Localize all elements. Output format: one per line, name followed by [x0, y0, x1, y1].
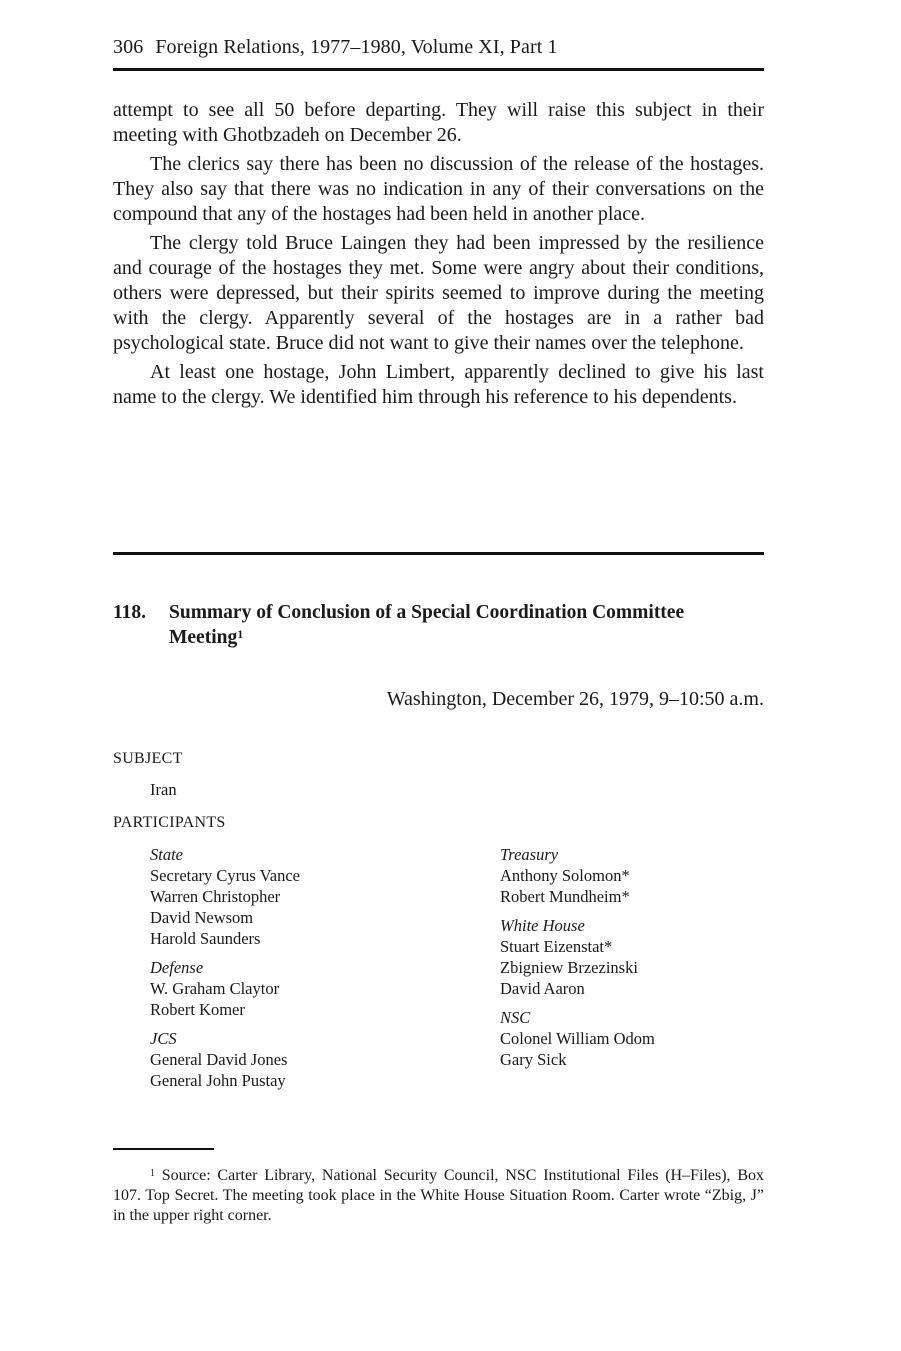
subject-label: SUBJECT — [113, 750, 183, 767]
participant-name: W. Graham Claytor — [150, 979, 280, 998]
participant-name: Gary Sick — [500, 1050, 567, 1069]
body-paragraph: attempt to see all 50 before departing. They will raise this subject in their meeting with Ghotbzadeh on December 26. — [113, 99, 764, 146]
participant-group — [500, 844, 764, 907]
participant-name: Secretary Cyrus Vance — [150, 866, 300, 885]
participant-group — [150, 1028, 470, 1091]
body-paragraph: The clergy told Bruce Laingen they had been impressed by the resilience and courage of the hostages they met. Some were angry about their conditions, others were depressed, but their spirits seemed to improve during the meeting with the clergy. Apparently several of the hostages are in a rather bad psychological state. Bruce did not want to give their names over the telephone. — [113, 232, 764, 354]
running-head — [113, 36, 764, 59]
participants-right-column — [500, 844, 764, 1078]
agency-name: Treasury — [500, 845, 559, 864]
participant-name: David Aaron — [500, 979, 585, 998]
participant-group — [150, 844, 470, 949]
section-divider — [113, 552, 764, 555]
header-rule — [113, 68, 764, 71]
participant-name: General John Pustay — [150, 1071, 286, 1090]
document-number: 118. — [113, 602, 147, 623]
participant-name: Robert Komer — [150, 1000, 245, 1019]
participant-group — [150, 957, 470, 1020]
body-text — [113, 98, 764, 414]
agency-name: JCS — [150, 1029, 177, 1048]
page-number: 306 — [113, 36, 144, 58]
footnote-rule — [113, 1148, 214, 1150]
participant-name: David Newsom — [150, 908, 254, 927]
document-title: Summary of Conclusion of a Special Coordination Committee Meeting — [169, 602, 685, 648]
participant-name: Stuart Eizenstat* — [500, 937, 613, 956]
participant-name: Warren Christopher — [150, 887, 281, 906]
footnote-reference[interactable]: 1 — [237, 627, 244, 641]
participant-name: Robert Mundheim* — [500, 887, 630, 906]
participant-name: Zbigniew Brzezinski — [500, 958, 638, 977]
participant-group — [500, 1007, 764, 1070]
participants-label: PARTICIPANTS — [113, 814, 226, 831]
document-title-block — [169, 600, 729, 650]
participant-name: Colonel William Odom — [500, 1029, 655, 1048]
dateline: Washington, December 26, 1979, 9–10:50 a.m. — [386, 688, 764, 710]
body-paragraph: At least one hostage, John Limbert, apparently declined to give his last name to the clergy. We identified him through his reference to his dependents. — [113, 361, 764, 408]
agency-name: NSC — [500, 1008, 531, 1027]
footnote — [113, 1166, 764, 1226]
document-page — [113, 0, 764, 1351]
participant-group — [500, 915, 764, 999]
participant-name: General David Jones — [150, 1050, 288, 1069]
footnote-text: Source: Carter Library, National Security Council, NSC Institutional Files (H–Files), Box 107. Top Secret. The meeting took place in the White House Situation Room. Carter wrote “Zbig, J” in the upper right corner. — [113, 1167, 765, 1224]
agency-name: White House — [500, 916, 585, 935]
subject-value: Iran — [150, 780, 177, 799]
volume-title: Foreign Relations, 1977–1980, Volume XI, Part 1 — [155, 36, 558, 58]
participant-name: Harold Saunders — [150, 929, 261, 948]
footnote-marker: 1 — [150, 1168, 155, 1179]
agency-name: State — [150, 845, 183, 864]
participants-left-column — [150, 844, 470, 1099]
participant-name: Anthony Solomon* — [500, 866, 630, 885]
agency-name: Defense — [150, 958, 204, 977]
body-paragraph: The clerics say there has been no discussion of the release of the hostages. They also say that there was no indication in any of their conversations on the compound that any of the hostages had been held in another place. — [113, 153, 764, 225]
